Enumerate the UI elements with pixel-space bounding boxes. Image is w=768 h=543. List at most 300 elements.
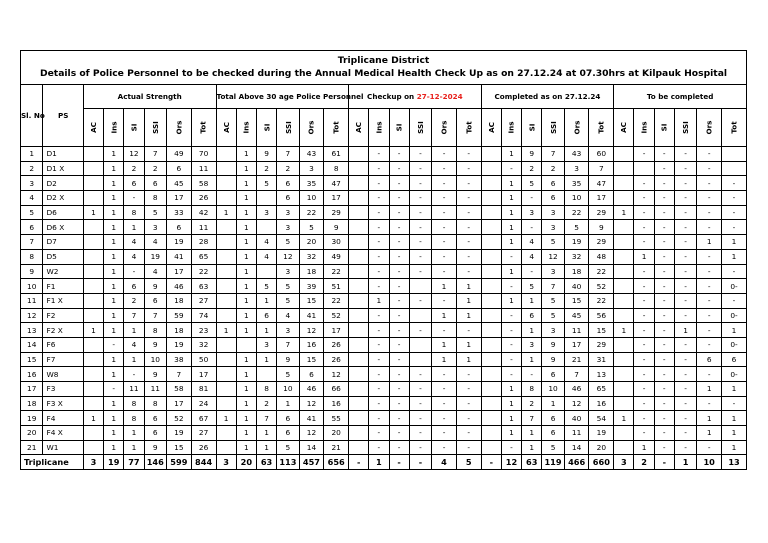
completed-cell: 1 [501,293,521,308]
total-cell: 5 [456,455,481,470]
tobe-cell: - [674,279,696,294]
actual-cell: 67 [191,411,216,426]
completed-cell: 7 [564,367,589,382]
table-row [21,323,747,338]
checkup-cell: - [409,161,431,176]
tobe-cell: - [654,352,674,367]
completed-cell: 3 [542,205,564,220]
checkup-cell: - [432,440,457,455]
sub-header-ac [216,109,236,147]
sub-header-ssi [409,109,431,147]
actual-cell: 8 [144,323,166,338]
tobe-cell: 0- [722,337,747,352]
above30-cell: 1 [236,176,256,191]
above30-cell: 4 [256,249,276,264]
actual-cell: - [124,264,144,279]
completed-cell [481,367,501,382]
ps-cell: D1 X [43,161,83,176]
completed-cell: 2 [542,161,564,176]
actual-cell: 28 [191,235,216,250]
tobe-cell: - [697,367,722,382]
actual-cell: 1 [104,440,124,455]
completed-cell: - [501,308,521,323]
above30-cell [256,264,276,279]
checkup-cell [349,264,369,279]
above30-cell: 1 [236,293,256,308]
completed-cell [481,352,501,367]
above30-cell: 39 [299,279,324,294]
above30-cell: 9 [256,147,276,162]
actual-cell: 49 [167,147,192,162]
actual-cell: 1 [104,249,124,264]
above30-cell: 5 [277,235,299,250]
checkup-cell: - [432,220,457,235]
checkup-cell [349,279,369,294]
tobe-cell: 1 [614,205,634,220]
actual-cell: 17 [167,264,192,279]
sub-header-label: SSI [548,121,558,134]
tobe-cell: - [674,352,696,367]
actual-cell: 1 [104,176,124,191]
checkup-cell: - [456,161,481,176]
tobe-cell: - [634,308,654,323]
completed-cell: - [501,352,521,367]
completed-cell: 14 [564,440,589,455]
tobe-cell: - [697,205,722,220]
completed-cell: - [501,440,521,455]
completed-cell: 29 [589,337,614,352]
total-cell: 10 [697,455,722,470]
sl-no-cell: 8 [21,249,43,264]
completed-cell [481,323,501,338]
above30-cell [216,249,236,264]
checkup-cell: - [456,191,481,206]
tobe-cell: - [654,279,674,294]
above30-cell: 3 [277,220,299,235]
tobe-cell: - [697,220,722,235]
sub-header-label: Tot [596,121,606,134]
completed-cell: - [522,367,542,382]
sub-header-label: Ors [572,120,582,135]
checkup-cell: - [456,264,481,279]
above30-cell [216,382,236,397]
above30-cell: 6 [277,426,299,441]
above30-cell: 1 [277,396,299,411]
tobe-cell: - [674,191,696,206]
completed-cell: - [501,367,521,382]
sub-header-ssi [277,109,299,147]
table-row [21,308,747,323]
tobe-cell: - [697,440,722,455]
actual-cell [83,147,103,162]
ps-cell: D5 [43,249,83,264]
sub-header-label: SSI [283,121,293,134]
actual-cell [83,161,103,176]
completed-cell: 1 [501,411,521,426]
actual-cell: 46 [167,279,192,294]
sl-no-cell: 17 [21,382,43,397]
completed-cell: - [501,249,521,264]
ps-cell: F1 [43,279,83,294]
checkup-cell: - [456,205,481,220]
actual-cell: 6 [144,426,166,441]
actual-cell: 26 [191,191,216,206]
completed-cell [481,147,501,162]
sl-no-cell: 19 [21,411,43,426]
actual-cell: 8 [124,205,144,220]
actual-cell: 6 [167,161,192,176]
checkup-cell: - [432,205,457,220]
actual-cell: 32 [191,337,216,352]
above30-cell: 15 [299,293,324,308]
checkup-cell: - [389,367,409,382]
above30-cell: 35 [299,176,324,191]
above30-cell [216,367,236,382]
checkup-cell: - [456,411,481,426]
checkup-cell: - [456,426,481,441]
completed-cell: - [501,161,521,176]
total-cell: 466 [564,455,589,470]
completed-cell: 9 [522,147,542,162]
tobe-cell: - [674,161,696,176]
completed-cell: 22 [564,205,589,220]
actual-cell [83,191,103,206]
completed-cell: 12 [542,249,564,264]
checkup-cell: - [389,279,409,294]
sub-header-label: Ins [241,121,251,134]
tobe-cell [722,147,747,162]
above30-cell: 5 [299,220,324,235]
tobe-cell: - [674,308,696,323]
total-row [21,455,747,470]
sl-no-cell: 16 [21,367,43,382]
tobe-cell: - [634,264,654,279]
actual-cell: 9 [144,337,166,352]
above30-cell: 51 [324,279,349,294]
checkup-cell: 1 [456,308,481,323]
completed-cell: 6 [542,176,564,191]
ps-cell: D2 X [43,191,83,206]
actual-cell: 1 [124,440,144,455]
completed-cell: 22 [589,293,614,308]
sub-header-label: SI [129,123,139,132]
completed-cell: 1 [501,396,521,411]
actual-cell: 6 [144,411,166,426]
sub-header-tot [191,109,216,147]
above30-cell: 1 [236,264,256,279]
checkup-cell: - [432,396,457,411]
group-header-1: Actual Strength [83,85,216,109]
actual-cell: 11 [144,382,166,397]
checkup-cell: 1 [456,293,481,308]
sub-header-ac [481,109,501,147]
report-subtitle: Details of Police Personnel to be checked during the Annual Medical Health Check Up as on 27.12.24 at 07.30hrs at Kilpauk Hospital [39,67,728,79]
tobe-cell [614,249,634,264]
checkup-cell: - [369,161,389,176]
completed-cell: 2 [522,396,542,411]
total-cell: 660 [589,455,614,470]
actual-cell: 19 [144,249,166,264]
actual-cell: 1 [104,220,124,235]
completed-cell: - [501,337,521,352]
checkup-cell: - [432,323,457,338]
actual-cell: 1 [104,264,124,279]
checkup-cell: - [409,440,431,455]
completed-cell: 17 [564,337,589,352]
sub-header-ins [634,109,654,147]
actual-cell: 2 [124,161,144,176]
sub-header-label: SI [527,123,537,132]
tobe-cell: - [697,191,722,206]
sl-no-cell: 21 [21,440,43,455]
table-row [21,396,747,411]
tobe-cell: - [634,176,654,191]
table-row [21,176,747,191]
above30-cell: 41 [299,411,324,426]
table-row [21,426,747,441]
checkup-cell [349,352,369,367]
above30-cell [216,147,236,162]
actual-cell: 65 [191,249,216,264]
actual-cell: 81 [191,382,216,397]
tobe-cell: 1 [722,411,747,426]
checkup-cell [349,382,369,397]
ps-cell: F2 X [43,323,83,338]
above30-cell: 1 [256,323,276,338]
sub-header-ssi [674,109,696,147]
completed-cell: 2 [522,161,542,176]
checkup-cell: - [409,293,431,308]
checkup-cell [349,176,369,191]
above30-cell [216,352,236,367]
above30-cell: 49 [324,249,349,264]
checkup-cell: - [369,308,389,323]
sl-no-cell: 15 [21,352,43,367]
above30-cell [216,279,236,294]
completed-cell [481,205,501,220]
tobe-cell: 1 [697,411,722,426]
completed-cell: 18 [564,264,589,279]
actual-cell [83,352,103,367]
actual-cell [83,440,103,455]
above30-cell: 47 [324,176,349,191]
above30-cell: 10 [277,382,299,397]
tobe-cell: - [674,205,696,220]
completed-cell [481,396,501,411]
above30-cell: 9 [277,352,299,367]
above30-cell: 10 [299,191,324,206]
actual-cell: 17 [167,191,192,206]
above30-cell: 66 [324,382,349,397]
checkup-cell: - [369,323,389,338]
tobe-cell [614,426,634,441]
actual-cell: 10 [144,352,166,367]
above30-cell: 1 [236,147,256,162]
completed-cell: 6 [542,411,564,426]
above30-cell: 26 [324,337,349,352]
ps-cell: D6 X [43,220,83,235]
completed-cell: 1 [501,191,521,206]
actual-cell: 1 [104,308,124,323]
above30-cell: 3 [256,337,276,352]
tobe-cell: - [634,337,654,352]
sub-header-ins [501,109,521,147]
tobe-cell: - [722,191,747,206]
table-row [21,220,747,235]
above30-cell: 17 [324,191,349,206]
actual-cell: 6 [124,176,144,191]
ps-cell: F1 X [43,293,83,308]
actual-cell: 70 [191,147,216,162]
actual-cell: 18 [167,293,192,308]
completed-cell: 3 [542,220,564,235]
actual-cell: 63 [191,279,216,294]
checkup-cell [349,396,369,411]
completed-cell [481,293,501,308]
tobe-cell: - [697,161,722,176]
checkup-cell: - [456,249,481,264]
checkup-cell [409,337,431,352]
checkup-cell: - [369,440,389,455]
tobe-cell: 1 [722,382,747,397]
sl-no-cell: 4 [21,191,43,206]
actual-cell: 1 [104,279,124,294]
above30-cell [216,161,236,176]
above30-cell: 3 [277,205,299,220]
completed-cell [481,176,501,191]
above30-cell: 1 [236,308,256,323]
above30-cell [216,264,236,279]
checkup-cell: - [432,249,457,264]
completed-cell: 47 [589,176,614,191]
sl-no-cell: 10 [21,279,43,294]
checkup-cell: - [389,440,409,455]
ps-cell: F2 [43,308,83,323]
completed-cell: 5 [542,235,564,250]
actual-cell: 4 [124,235,144,250]
checkup-cell: - [409,220,431,235]
sub-header-tot [456,109,481,147]
actual-cell: 74 [191,308,216,323]
sub-header-label: Ors [704,120,714,135]
above30-cell: 3 [277,323,299,338]
checkup-cell: 1 [369,293,389,308]
actual-cell: - [104,337,124,352]
tobe-cell: - [654,367,674,382]
sub-header-ors [167,109,192,147]
actual-cell: 17 [191,367,216,382]
actual-cell: 1 [104,235,124,250]
actual-cell: 12 [124,147,144,162]
sub-header-tot [324,109,349,147]
above30-cell: 1 [236,249,256,264]
checkup-label: Checkup on [367,92,417,101]
above30-cell: 1 [236,161,256,176]
checkup-cell [349,235,369,250]
tobe-cell: - [634,147,654,162]
actual-cell: 11 [191,220,216,235]
actual-cell: 11 [124,382,144,397]
tobe-cell: 0- [722,308,747,323]
checkup-cell: - [389,191,409,206]
sl-no-cell: 13 [21,323,43,338]
completed-cell: 12 [564,396,589,411]
above30-cell: 1 [236,205,256,220]
checkup-cell: - [369,147,389,162]
actual-cell [83,396,103,411]
tobe-cell: - [654,426,674,441]
group-header-4: Completed as on 27.12.24 [481,85,614,109]
sub-header-label: Tot [199,121,209,134]
checkup-cell: - [456,440,481,455]
above30-cell [256,367,276,382]
tobe-cell: - [697,249,722,264]
checkup-cell: - [409,176,431,191]
checkup-cell: - [389,426,409,441]
ps-cell: D6 [43,205,83,220]
tobe-cell: - [674,426,696,441]
sub-header-si [522,109,542,147]
sub-header-ssi [144,109,166,147]
completed-cell: 1 [501,235,521,250]
above30-cell: 1 [236,367,256,382]
above30-cell: 3 [256,205,276,220]
completed-cell: 65 [589,382,614,397]
tobe-cell: 1 [674,323,696,338]
tobe-cell: - [697,396,722,411]
checkup-cell: - [409,411,431,426]
actual-cell: 19 [167,426,192,441]
actual-cell [83,337,103,352]
above30-cell: 29 [324,205,349,220]
actual-cell: 50 [191,352,216,367]
completed-cell [481,220,501,235]
sub-header-label: Ors [439,120,449,135]
actual-cell: 11 [191,161,216,176]
completed-cell: 48 [589,249,614,264]
tobe-cell: - [722,396,747,411]
above30-cell: 17 [324,323,349,338]
above30-cell: 21 [324,440,349,455]
actual-cell: 9 [144,279,166,294]
completed-cell: 6 [542,367,564,382]
checkup-cell: - [432,147,457,162]
actual-cell: 6 [167,220,192,235]
tobe-cell: - [654,205,674,220]
tobe-cell: 0- [722,367,747,382]
completed-cell: 10 [564,191,589,206]
above30-cell: 1 [236,382,256,397]
above30-cell: 4 [256,235,276,250]
total-cell: 20 [236,455,256,470]
actual-cell: 24 [191,396,216,411]
actual-cell [83,249,103,264]
sub-header-label: Tot [729,121,739,134]
tobe-cell: - [722,264,747,279]
total-cell: 457 [299,455,324,470]
total-cell: - [481,455,501,470]
total-cell: 12 [501,455,521,470]
tobe-cell: - [654,220,674,235]
actual-cell: 27 [191,426,216,441]
completed-cell: 3 [522,205,542,220]
completed-cell: 1 [522,426,542,441]
completed-cell: 1 [501,264,521,279]
actual-cell: - [104,382,124,397]
sub-header-label: Ors [174,120,184,135]
above30-cell: 12 [299,323,324,338]
sub-header-label: Tot [464,121,474,134]
